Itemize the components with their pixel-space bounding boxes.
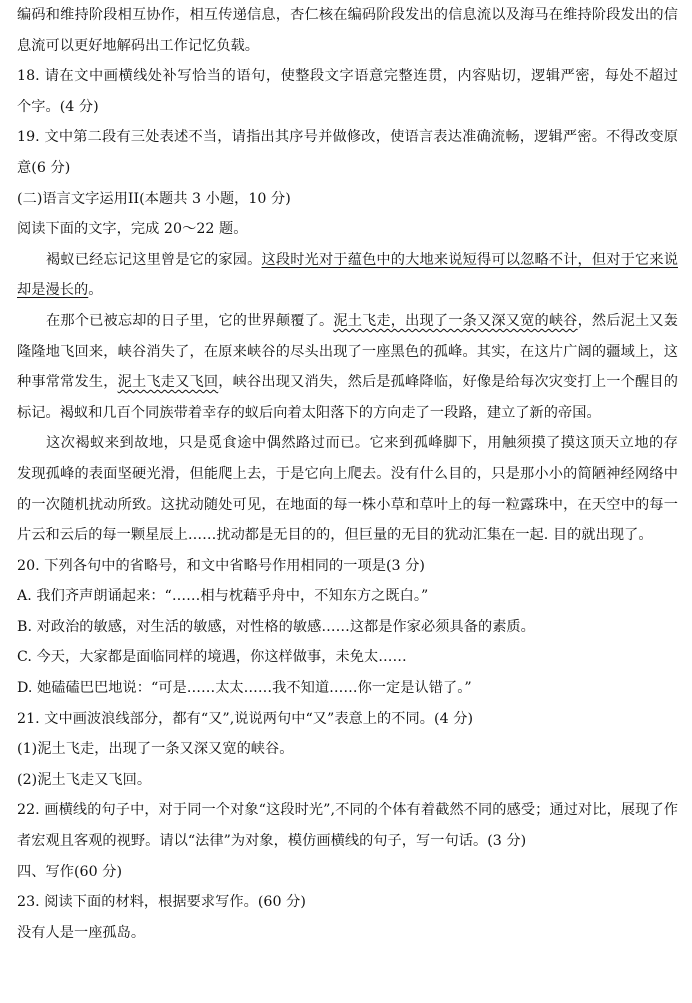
passage-paragraph-1-line-1 <box>17 245 678 276</box>
question-21-item-2: (2)泥土飞走又飞回。 <box>17 771 152 788</box>
question-22-line-1: 22. 画横线的句子中，对于同一个对象“这段时光”,不同的个体有着截然不同的感受；通过对比，展现了作 <box>17 802 678 819</box>
section-2-instruction: 阅读下面的文字，完成 20～22 题。 <box>17 221 248 238</box>
passage-p2-text-b: ，然后泥土又轰 <box>577 312 678 329</box>
wavy-line-phrase-2: 泥土飞走又飞回 <box>117 374 219 391</box>
wavy-line-phrase-1: 泥土飞走，出现了一条又深又宽的峡谷 <box>333 312 578 329</box>
section-4-heading: 四、写作(60 分) <box>17 863 123 880</box>
question-20-option-c: C. 今天，大家都是面临同样的境遇，你这样做事，未免太…… <box>17 649 407 666</box>
question-20-stem: 20. 下列各句中的省略号，和文中省略号作用相同的一项是(3 分) <box>17 557 426 574</box>
passage-p2-text-a: 在那个已被忘却的日子里，它的世界颠覆了。 <box>46 312 334 329</box>
passage-p1-end: 。 <box>88 282 103 299</box>
intro-line-2: 息流可以更好地解码出工作记忆负载。 <box>17 37 260 54</box>
intro-line-1: 编码和维持阶段相互协作，相互传递信息，杏仁核在编码阶段发出的信息流以及海马在维持阶段发出的信 <box>17 7 678 23</box>
passage-paragraph-3-line-4: 片云和云后的每一颗星辰上……扰动都是无目的的，但巨量的无目的犹动汇集在一起. 目的就出现了。 <box>17 527 653 544</box>
passage-p2-text-c: 种事常常发生， <box>17 374 118 391</box>
passage-paragraph-1-line-2 <box>17 275 678 306</box>
passage-paragraph-2-line-3 <box>17 367 678 398</box>
passage-p2-text-d: ，峡谷出现又消失，然后是孤峰降临，好像是给每次灾变打上一个醒目的 <box>218 374 678 391</box>
underlined-sentence-part-2: 却是漫长的 <box>17 282 89 299</box>
question-19-line-2: 意(6 分) <box>17 159 71 176</box>
question-22-line-2: 者宏观且客观的视野。请以“法律”为对象，模仿画横线的句子，写一句话。(3 分) <box>17 833 527 850</box>
passage-paragraph-2-line-4: 标记。褐蚁和几百个同族带着幸存的蚁后向着太阳落下的方向走了一段路，建立了新的帝国。 <box>17 404 601 421</box>
passage-paragraph-3-line-2: 发现孤峰的表面坚硬光滑，但能爬上去，于是它向上爬去。没有什么目的，只是那小小的简陋神经网络中 <box>17 465 678 482</box>
passage-paragraph-3-line-3: 的一次随机扰动所致。这扰动随处可见，在地面的每一株小草和草叶上的每一粒露珠中，在天空中的每一 <box>17 496 678 513</box>
question-20-option-a: A. 我们齐声朗诵起来：“……相与枕藉乎舟中，不知东方之既白。” <box>17 588 429 605</box>
question-21-stem: 21. 文中画波浪线部分，都有“又”,说说两句中“又”表意上的不同。(4 分) <box>17 710 474 727</box>
question-18-line-1: 18. 请在文中画横线处补写恰当的语句，使整段文字语意完整连贯，内容贴切，逻辑严密，每处不超过 <box>17 68 678 85</box>
question-23-stem: 23. 阅读下面的材料，根据要求写作。(60 分) <box>17 894 306 911</box>
passage-paragraph-3-line-1: 这次褐蚁来到故地，只是觅食途中偶然路过而已。它来到孤峰脚下，用触须摸了摸这顶天立地的存 <box>46 435 678 452</box>
question-18-line-2: 个字。(4 分) <box>17 98 99 115</box>
passage-p1-text: 褐蚁已经忘记这里曾是它的家园。 <box>46 251 262 268</box>
underlined-sentence-part-1: 这段时光对于蕴色中的大地来说短得可以忽略不计，但对于它来说 <box>261 251 678 268</box>
question-21-item-1: (1)泥土飞走，出现了一条又深又宽的峡谷。 <box>17 741 294 758</box>
section-2-heading: (二)语言文字运用II(本题共 3 小题，10 分) <box>17 190 291 207</box>
question-19-line-1: 19. 文中第二段有三处表述不当，请指出其序号并做修改，使语言表达准确流畅，逻辑严密。不得改变原 <box>17 129 678 146</box>
passage-paragraph-2-line-1 <box>17 306 678 337</box>
question-20-option-d: D. 她磕磕巴巴地说：“可是……太太……我不知道……你一定是认错了。” <box>17 680 472 697</box>
passage-paragraph-2-line-2: 隆隆地飞回来，峡谷消失了，在原来峡谷的尽头出现了一座黑色的孤峰。其实，在这片广阔的疆域上，这 <box>17 343 678 360</box>
question-23-material-line-1: 没有人是一座孤岛。 <box>17 924 146 941</box>
question-20-option-b: B. 对政治的敏感，对生活的敏感，对性格的敏感……这都是作家必须具备的素质。 <box>17 618 535 635</box>
